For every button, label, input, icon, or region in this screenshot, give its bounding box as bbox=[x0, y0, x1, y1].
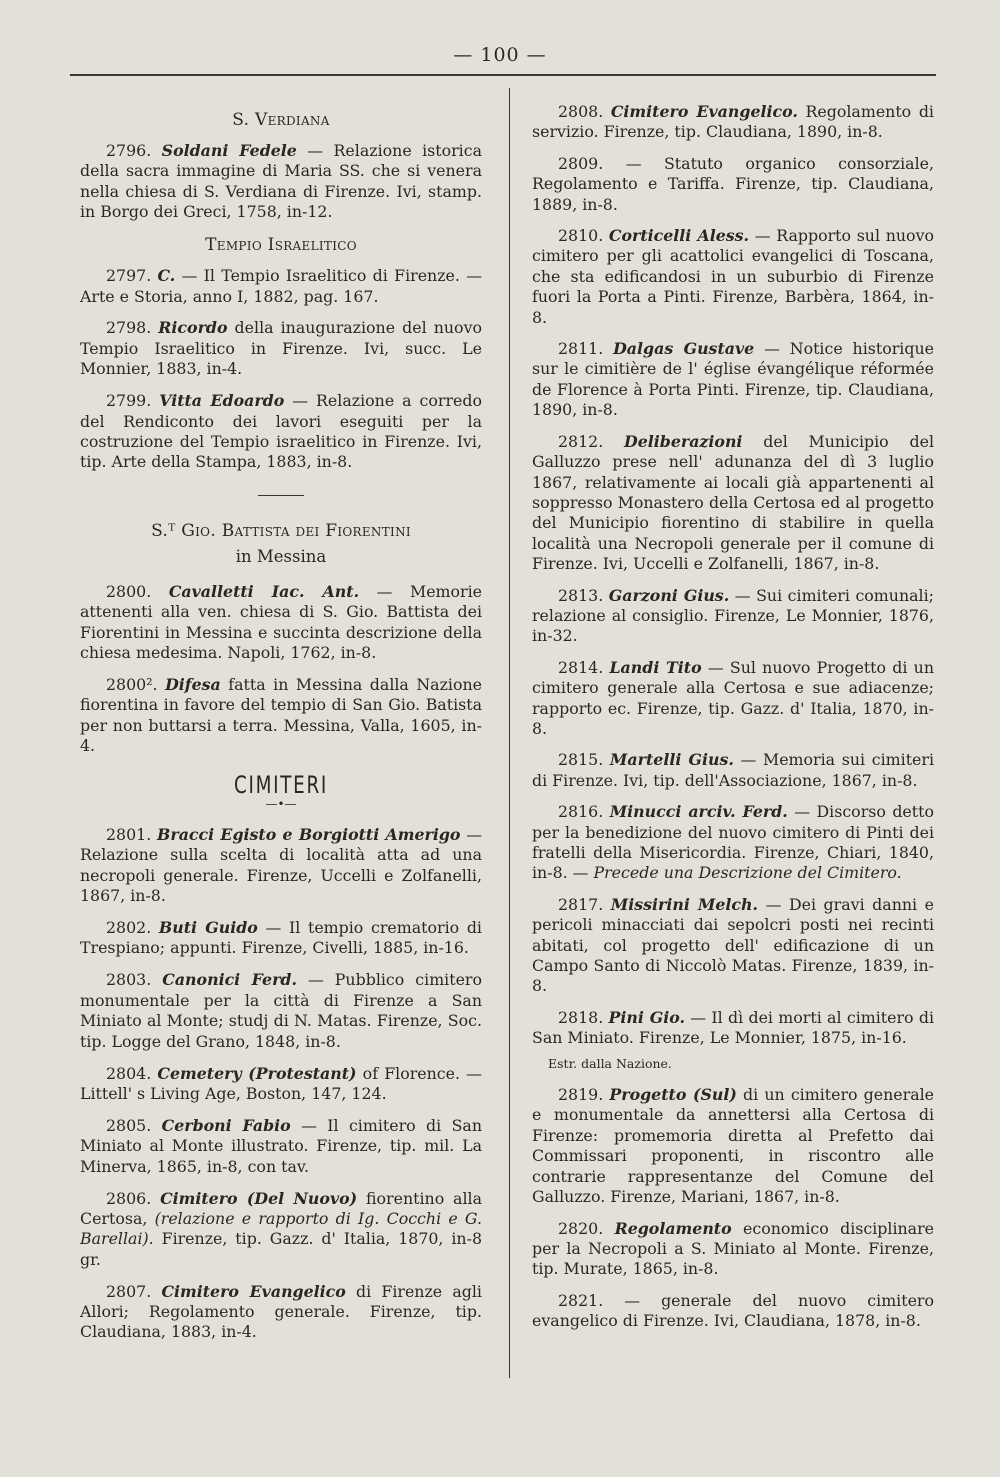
entry-number: 2809. bbox=[558, 153, 626, 173]
entry-author: Soldani Fedele bbox=[161, 141, 297, 160]
ornament-divider: —•— bbox=[265, 796, 297, 811]
entry-text: — Pubblico cimitero monumentale per la città di Firenze a San Miniato al Monte; studj di N. Matas. Firenze, Soc. tip. Logge del Grano, 1848, in-8. bbox=[80, 970, 482, 1051]
entry-author: Buti Guido bbox=[158, 918, 258, 938]
bibliography-entry bbox=[80, 970, 482, 1052]
entry-text: — generale del nuovo cimitero evangelico di Firenze. Ivi, Claudiana, 1878, in-8. bbox=[532, 1290, 934, 1331]
bibliography-entry bbox=[80, 582, 482, 664]
bibliography-entry bbox=[532, 586, 934, 647]
bibliography-entry bbox=[80, 1116, 482, 1177]
bibliography-entry bbox=[80, 1282, 482, 1343]
bibliography-entry bbox=[80, 1064, 482, 1105]
entry-number: 2803. bbox=[106, 970, 163, 990]
entry-author: Cerboni Fabio bbox=[161, 1115, 291, 1135]
bibliography-entry bbox=[80, 918, 482, 959]
entry-number: 2810. bbox=[558, 226, 609, 246]
entry-number: 2805. bbox=[106, 1115, 162, 1135]
section-heading-verdiana: S. Verdiana bbox=[232, 110, 330, 130]
entry-number: 2811. bbox=[558, 339, 614, 359]
entry-text: — Discorso detto per la benedizione del nuovo cimitero di Pinti dei fratelli della Misericordia. Firenze, Chiari, 1840, in-8. — bbox=[532, 802, 934, 883]
entry-text: — Relazione a corredo del Rendiconto dei lavori eseguiti per la costruzione del Tempio israelitico in Firenze. Ivi, tip. Arte della Stampa, 1883, in-8. bbox=[80, 391, 482, 472]
section-heading-tempio: Tempio Israelitico bbox=[205, 235, 357, 256]
entry-text: — Il Tempio Israelitico di Firenze. — Arte e Storia, anno I, 1882, pag. 167. bbox=[80, 266, 482, 306]
page-number: — 100 — bbox=[453, 44, 547, 66]
entry-number: 2816. bbox=[558, 802, 610, 822]
entry-number: 2807. bbox=[106, 1281, 162, 1301]
entry-number: 2800². bbox=[106, 674, 166, 694]
entry-number: 2820. bbox=[558, 1218, 615, 1238]
entries-tempio bbox=[80, 266, 482, 473]
bibliography-entry bbox=[80, 266, 482, 307]
entry-italic-text: Precede una Descrizione del Cimitero. bbox=[593, 863, 902, 883]
bibliography-entry bbox=[80, 1189, 482, 1271]
entry-text: del Municipio del Galluzzo prese nell' adunanza del dì 3 luglio 1867, relativamente ai locali già appartenenti al soppresso Monastero della Certosa ed al progetto del Municipio fiorentino di stabilire in quella località una Necropoli generale per il comune di Firenze. Ivi, Uccelli e Zolfanelli, 1867, in-8. bbox=[532, 431, 934, 574]
entry-author: Corticelli Aless. bbox=[608, 226, 750, 246]
entry-author: Cemetery (Protestant) bbox=[157, 1063, 357, 1083]
entry-number: 2815. bbox=[558, 750, 610, 770]
column-divider bbox=[509, 88, 510, 1378]
entry-italic-text: (relazione e rapporto di Ig. Cocchi e G. Barellai). bbox=[80, 1208, 482, 1249]
entry-text: — Il cimitero di San Miniato al Monte illustrato. Firenze, tip. mil. La Minerva, 1865, in-8, con tav. bbox=[80, 1115, 483, 1176]
entry-number: 2800. bbox=[106, 581, 169, 601]
entry-number: 2821. bbox=[558, 1290, 625, 1310]
entry-number: 2814. bbox=[558, 657, 610, 677]
entry-text: — Il dì dei morti al cimitero di San Miniato. Firenze, Le Monnier, 1875, in-16. bbox=[532, 1007, 935, 1048]
entry-text: fatta in Messina dalla Nazione fiorentina in favore del tempio di San Gio. Batista per non buttarsi a terra. Messina, Valla, 1605, in-4. bbox=[80, 674, 483, 756]
header-rule bbox=[70, 74, 936, 76]
entry-number: 2818. bbox=[558, 1007, 609, 1027]
bibliography-entry bbox=[532, 1291, 934, 1332]
bibliography-entry bbox=[532, 1219, 934, 1280]
entry-number: 2812. bbox=[558, 431, 625, 451]
entry-author: Cimitero Evangelico bbox=[161, 1281, 346, 1301]
entry-text: — Statuto organico consorziale, Regolamento e Tariffa. Firenze, tip. Claudiana, 1889, in-8. bbox=[532, 153, 934, 214]
bibliography-entry bbox=[532, 802, 934, 884]
bibliography-entry bbox=[532, 226, 934, 328]
entry-author: Cimitero (Del Nuovo) bbox=[160, 1188, 358, 1208]
entry-text: — Relazione sulla scelta di località atta ad una necropoli generale. Firenze, Uccelli e Zolfanelli, 1867, in-8. bbox=[80, 824, 482, 906]
bibliography-entry bbox=[532, 895, 934, 997]
entry-author: Garzoni Gius. bbox=[608, 585, 730, 605]
entry-number: 2802. bbox=[106, 918, 159, 938]
bibliography-entry bbox=[80, 318, 482, 379]
entry-author: Dalgas Gustave bbox=[613, 339, 755, 359]
section-heading-cimiteri: CIMITERI bbox=[233, 770, 329, 799]
entry-number: 2797. bbox=[106, 266, 158, 286]
entry-number: 2819. bbox=[558, 1085, 610, 1105]
entry-text: — Memoria sui cimiteri di Firenze. Ivi, tip. dell'Associazione, 1867, in-8. bbox=[532, 750, 935, 790]
entry-author: Martelli Gius. bbox=[609, 750, 734, 770]
entry-number: 2808. bbox=[558, 102, 611, 121]
entry-author: Ricordo bbox=[158, 318, 228, 338]
section-divider bbox=[258, 495, 304, 496]
entry-text: — Notice historique sur le cimitière de l' église évangélique réformée de Florence à Porta Pinti. Firenze, tip. Claudiana, 1890, in-8. bbox=[532, 339, 934, 420]
entry-author: Regolamento bbox=[614, 1218, 732, 1238]
entry-text: di Firenze agli Allori; Regolamento generale. Firenze, tip. Claudiana, 1883, in-4. bbox=[80, 1281, 482, 1342]
entry-number: 2798. bbox=[106, 318, 159, 338]
bibliography-entry bbox=[532, 102, 934, 143]
bibliography-entry bbox=[532, 1008, 934, 1049]
bibliography-entry bbox=[80, 675, 482, 757]
entry-author: Difesa bbox=[165, 674, 221, 694]
entry-author: Cimitero Evangelico. bbox=[610, 102, 798, 121]
entry-text-tail: Firenze, tip. Gazz. d' Italia, 1870, in-8 gr. bbox=[80, 1229, 482, 1269]
entries-verdiana bbox=[80, 141, 482, 223]
entry-text: — Dei gravi danni e pericoli minacciati dai sepolcri posti nei recinti abitati, col progetto dell' edificazione di un Campo Santo di Niccolò Matas. Firenze, 1839, in-8. bbox=[532, 894, 934, 996]
entry-number: 2813. bbox=[558, 585, 609, 605]
entry-number: 2804. bbox=[106, 1063, 158, 1083]
entry-author: Progetto (Sul) bbox=[609, 1085, 737, 1105]
bibliography-entry bbox=[532, 432, 934, 575]
entry-number: 2796. bbox=[106, 141, 162, 160]
entry-author: C. bbox=[157, 266, 176, 286]
entry-text: — Relazione istorica della sacra immagine di Maria SS. che si venera nella chiesa di S. Verdiana di Firenze. Ivi, stamp. in Borgo dei Greci, 1758, in-12. bbox=[80, 141, 482, 222]
entry-author: Missirini Melch. bbox=[610, 894, 759, 914]
entry-author: Canonici Ferd. bbox=[162, 970, 297, 990]
bibliography-entry bbox=[532, 750, 934, 791]
entry-text: Estr. dalla Nazione. bbox=[548, 1055, 672, 1071]
entry-text: — Il tempio crematorio di Trespiano; appunti. Firenze, Civelli, 1885, in-16. bbox=[80, 918, 482, 958]
entry-author: Minucci arciv. Ferd. bbox=[609, 802, 788, 822]
entry-text: Regolamento di servizio. Firenze, tip. Claudiana, 1890, in-8. bbox=[532, 102, 934, 142]
section-subheading-giovanni: in Messina bbox=[235, 546, 327, 566]
bibliography-entry bbox=[532, 1085, 934, 1207]
entry-number: 2801. bbox=[106, 824, 158, 844]
entries-right bbox=[532, 102, 934, 1332]
bibliography-entry bbox=[532, 154, 934, 215]
bibliography-entry bbox=[80, 141, 482, 223]
entries-cimiteri bbox=[80, 825, 482, 1343]
entry-text: — Sul nuovo Progetto di un cimitero generale alla Certosa e sue adiacenze; rapporto ec. Firenze, tip. Gazz. d' Italia, 1870, in-8. bbox=[532, 657, 934, 738]
section-heading-giovanni: S.ᵀ Gio. Battista dei Fiorentini bbox=[151, 520, 411, 541]
entry-author: Vitta Edoardo bbox=[159, 391, 285, 411]
entries-giovanni bbox=[80, 582, 482, 757]
entry-author: Bracci Egisto e Borgiotti Amerigo bbox=[157, 824, 461, 844]
bibliography-entry bbox=[80, 825, 482, 907]
entry-author: Pini Gio. bbox=[608, 1007, 685, 1027]
bibliography-entry bbox=[532, 339, 934, 421]
entry-author: Cavalletti Iac. Ant. bbox=[168, 581, 360, 601]
entry-text: di un cimitero generale e monumentale da annettersi alla Certosa di Firenze: promemoria diretta al Prefetto dai Commissari proponenti, in riscontro alle contrarie rappresentanze del Comune del Galluzzo. Firenze, Mariani, 1867, in-8. bbox=[532, 1085, 935, 1207]
right-column bbox=[532, 102, 934, 1343]
entry-text: — Sui cimiteri comunali; relazione al consiglio. Firenze, Le Monnier, 1876, in-32. bbox=[532, 585, 934, 646]
entry-text: della inaugurazione del nuovo Tempio Israelitico in Firenze. Ivi, succ. Le Monnier, 1883, in-4. bbox=[80, 318, 483, 379]
entry-number: 2806. bbox=[106, 1188, 161, 1208]
entry-author: Deliberazioni bbox=[624, 431, 743, 451]
bibliography-entry bbox=[80, 391, 482, 473]
entry-author: Landi Tito bbox=[609, 657, 702, 677]
entry-number: 2799. bbox=[106, 391, 160, 411]
entry-text: fiorentino alla Certosa, bbox=[80, 1188, 482, 1228]
left-column bbox=[80, 103, 482, 1354]
entry-note bbox=[532, 1054, 934, 1074]
entry-text: economico disciplinare per la Necropoli a S. Miniato al Monte. Firenze, tip. Murate, 1865, in-8. bbox=[532, 1218, 934, 1279]
bibliography-entry bbox=[532, 658, 934, 740]
entry-text: — Memorie attenenti alla ven. chiesa di S. Gio. Battista dei Fiorentini in Messina e succinta descrizione della chiesa medesima. Napoli, 1762, in-8. bbox=[80, 581, 482, 662]
entry-number: 2817. bbox=[558, 894, 611, 914]
entry-text: of Florence. — Littell' s Living Age, Boston, 147, 124. bbox=[80, 1063, 482, 1103]
entry-text: — Rapporto sul nuovo cimitero per gli acattolici evangelici di Toscana, che sta edificandosi in un suburbio di Firenze fuori la Porta a Pinti. Firenze, Barbèra, 1864, in-8. bbox=[532, 226, 935, 327]
